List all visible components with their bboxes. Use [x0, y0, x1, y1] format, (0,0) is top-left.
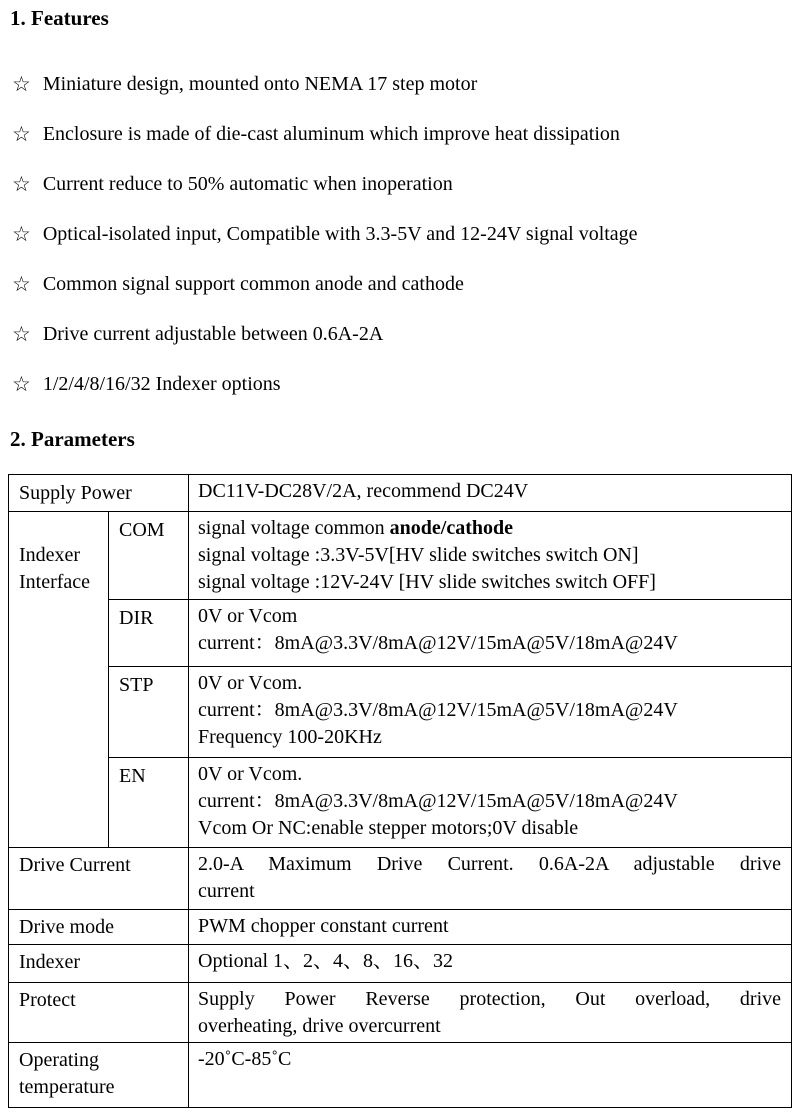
value-line: signal voltage :3.3V-5V[HV slide switches switch ON] — [198, 544, 639, 566]
star-bullet-icon: ☆ — [12, 71, 31, 96]
param-label-cell: Drive mode — [9, 910, 189, 945]
parameters-heading: 2. Parameters — [10, 427, 135, 451]
feature-item — [12, 159, 800, 209]
param-value-cell — [189, 983, 792, 1043]
param-value-cell — [189, 600, 792, 667]
star-bullet-icon: ☆ — [12, 371, 31, 396]
row-stp — [9, 667, 792, 758]
param-value-cell — [189, 667, 792, 758]
feature-text: 1/2/4/8/16/32 Indexer options — [42, 372, 281, 395]
value-line: current：8mA@3.3V/8mA@12V/15mA@5V/18mA@24V — [198, 790, 678, 812]
row-drive-mode — [9, 910, 792, 945]
star-bullet-icon: ☆ — [12, 171, 31, 196]
row-operating-temperature — [9, 1043, 792, 1108]
param-value-cell: Optional 1、2、4、8、16、32 — [189, 945, 792, 983]
feature-text: Enclosure is made of die-cast aluminum which improve heat dissipation — [42, 122, 620, 145]
param-label-cell: Drive Current — [9, 848, 189, 910]
feature-text: Current reduce to 50% automatic when inoperation — [42, 172, 453, 195]
value-line: 0V or Vcom. — [198, 763, 303, 785]
param-label-line: Interface — [19, 571, 91, 593]
star-bullet-icon: ☆ — [12, 271, 31, 296]
feature-item — [12, 109, 800, 159]
features-list — [12, 59, 800, 409]
signal-name-cell: DIR — [109, 600, 189, 667]
param-label-cell: Indexer — [9, 945, 189, 983]
row-supply-power — [9, 475, 792, 512]
feature-text: Miniature design, mounted onto NEMA 17 step motor — [42, 72, 478, 95]
star-bullet-icon: ☆ — [12, 221, 31, 246]
row-dir — [9, 600, 792, 667]
value-line: Supply Power Reverse protection, Out overload, drive — [198, 988, 782, 1010]
star-bullet-icon: ☆ — [12, 321, 31, 346]
features-heading: 1. Features — [10, 6, 109, 30]
row-com — [9, 512, 792, 600]
signal-name-cell: COM — [109, 512, 189, 600]
param-value-cell — [189, 758, 792, 848]
value-line: 0V or Vcom. — [198, 672, 303, 694]
param-value-cell — [189, 512, 792, 600]
param-label-line: Indexer — [19, 544, 81, 566]
feature-item — [12, 309, 800, 359]
value-line: current — [198, 880, 255, 902]
value-line: signal voltage :12V-24V [HV slide switches switch OFF] — [198, 571, 656, 593]
feature-text: Common signal support common anode and cathode — [42, 272, 464, 295]
signal-name-cell: STP — [109, 667, 189, 758]
param-label-cell — [9, 512, 109, 848]
value-line: 2.0-A Maximum Drive Current. 0.6A-2A adjustable drive — [198, 853, 782, 875]
feature-text: Optical-isolated input, Compatible with 3.3-5V and 12-24V signal voltage — [42, 222, 638, 245]
param-value-cell — [189, 848, 792, 910]
feature-item — [12, 359, 800, 409]
value-line: current：8mA@3.3V/8mA@12V/15mA@5V/18mA@24V — [198, 699, 678, 721]
value-line: Vcom Or NC:enable stepper motors;0V disable — [198, 817, 579, 839]
param-label-line: temperature — [19, 1076, 115, 1098]
value-line: current：8mA@3.3V/8mA@12V/15mA@5V/18mA@24V — [198, 632, 678, 654]
row-protect — [9, 983, 792, 1043]
param-value-cell: DC11V-DC28V/2A, recommend DC24V — [189, 475, 792, 512]
row-en — [9, 758, 792, 848]
bold-text: anode/cathode — [389, 517, 513, 539]
star-bullet-icon: ☆ — [12, 121, 31, 146]
parameters-table — [8, 474, 792, 1108]
param-label-line: Operating — [19, 1049, 99, 1071]
param-label-cell: Protect — [9, 983, 189, 1043]
feature-text: Drive current adjustable between 0.6A-2A — [42, 322, 384, 345]
feature-item — [12, 59, 800, 109]
value-line: 0V or Vcom — [198, 605, 298, 627]
param-value-cell: -20˚C-85˚C — [189, 1043, 792, 1108]
feature-item — [12, 209, 800, 259]
signal-name-cell: EN — [109, 758, 189, 848]
feature-item — [12, 259, 800, 309]
value-line: overheating, drive overcurrent — [198, 1015, 441, 1037]
row-drive-current — [9, 848, 792, 910]
value-line: signal voltage common anode/cathode — [198, 517, 513, 539]
row-indexer — [9, 945, 792, 983]
param-label-cell: Supply Power — [9, 475, 189, 512]
param-value-cell: PWM chopper constant current — [189, 910, 792, 945]
value-line: Frequency 100-20KHz — [198, 726, 382, 748]
param-label-cell — [9, 1043, 189, 1108]
